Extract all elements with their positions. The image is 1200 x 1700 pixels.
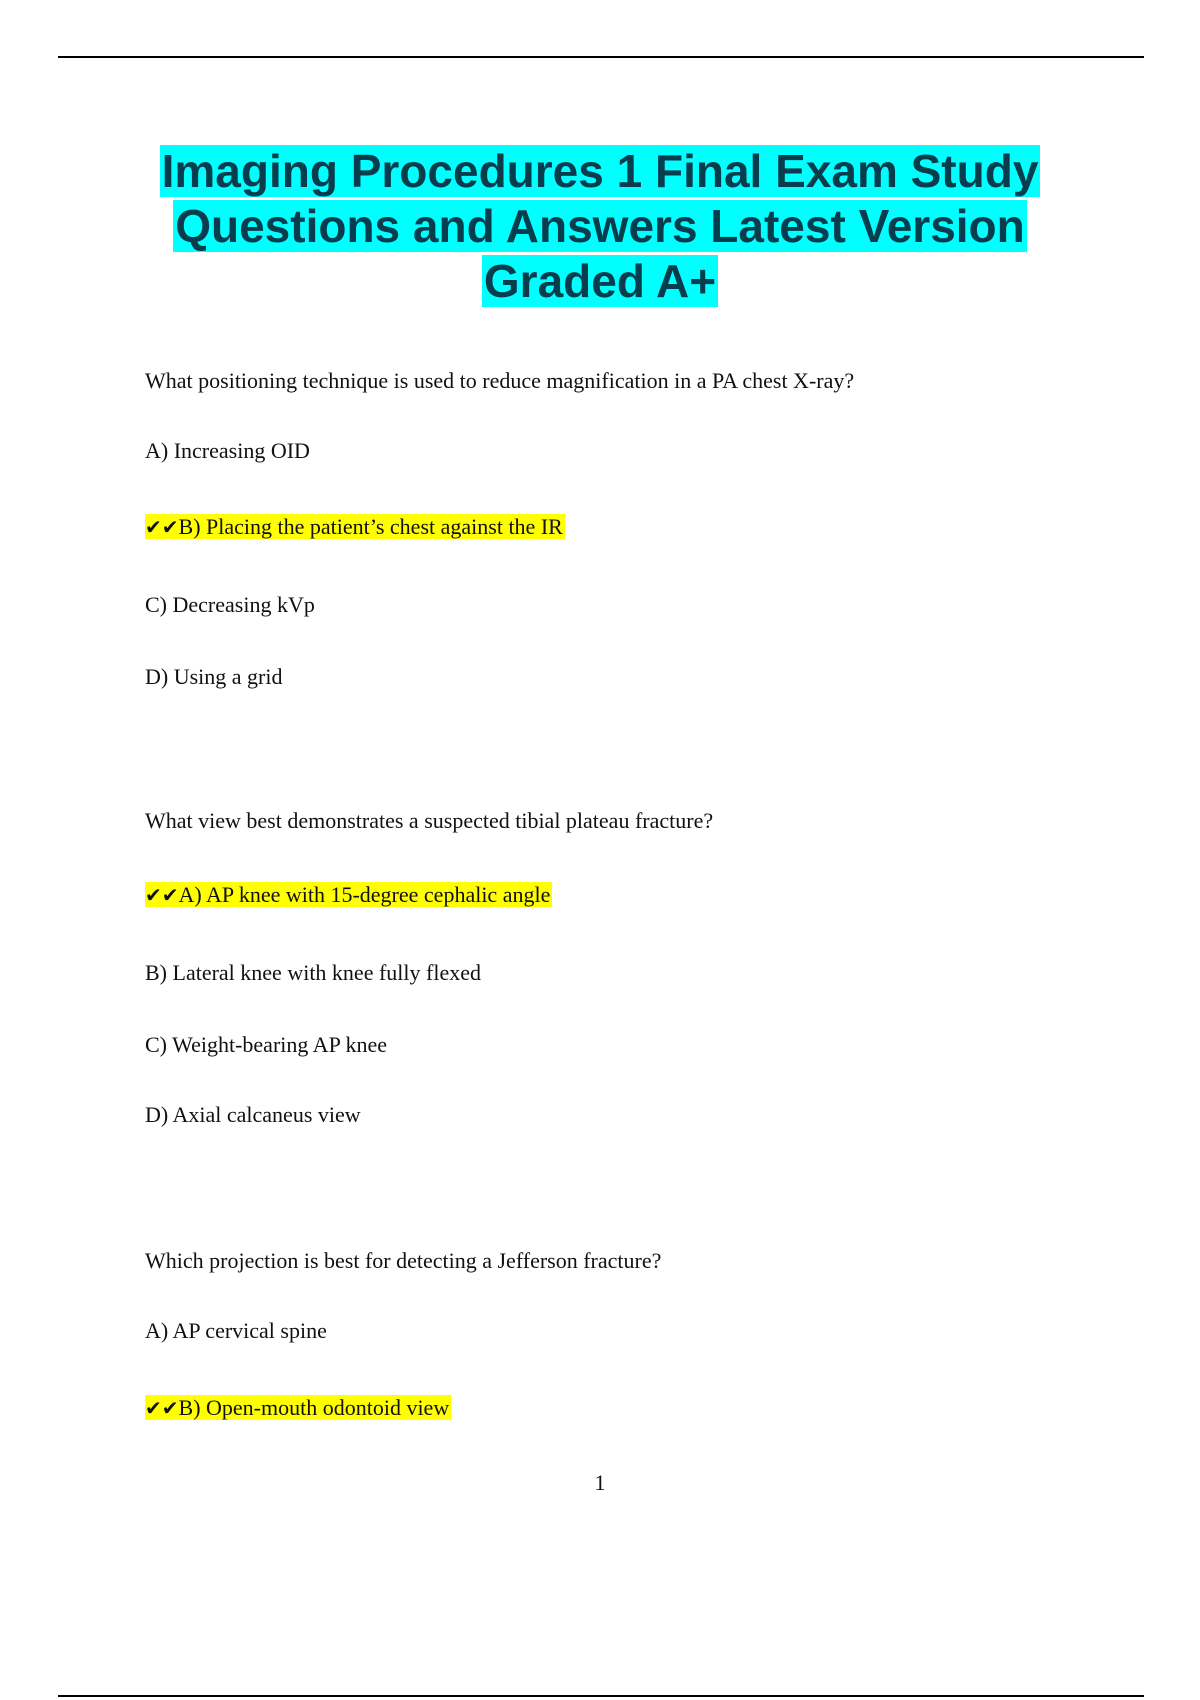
q1-option-b-correct bbox=[145, 512, 565, 542]
page-number: 1 bbox=[594, 1470, 606, 1495]
answer-highlight bbox=[145, 882, 552, 907]
double-check-icon: ✔✔ bbox=[145, 883, 179, 907]
question-3: Which projection is best for detecting a Jefferson fracture? bbox=[145, 1248, 662, 1273]
q3-option-a: A) AP cervical spine bbox=[145, 1318, 327, 1343]
question-2: What view best demonstrates a suspected tibial plateau fracture? bbox=[145, 808, 714, 833]
answer-highlight bbox=[145, 1395, 451, 1420]
double-check-icon: ✔✔ bbox=[145, 515, 179, 539]
document-title bbox=[0, 144, 1200, 309]
q2-option-c: C) Weight-bearing AP knee bbox=[145, 1032, 388, 1057]
q1-option-b-text: B) Placing the patient’s chest against the IR bbox=[178, 514, 563, 539]
q1-option-a: A) Increasing OID bbox=[145, 438, 310, 463]
q2-option-a-correct bbox=[145, 880, 552, 910]
answer-highlight bbox=[145, 514, 565, 539]
title-line-2: Questions and Answers Latest Version bbox=[175, 200, 1025, 252]
q1-option-d: D) Using a grid bbox=[145, 664, 283, 689]
q3-option-b-correct bbox=[145, 1393, 451, 1423]
footer-rule bbox=[58, 1695, 1144, 1697]
title-line-1: Imaging Procedures 1 Final Exam Study bbox=[161, 145, 1039, 197]
q2-option-d: D) Axial calcaneus view bbox=[145, 1102, 361, 1127]
double-check-icon: ✔✔ bbox=[145, 1396, 179, 1420]
q2-option-b: B) Lateral knee with knee fully flexed bbox=[145, 960, 481, 985]
q2-option-a-text: A) AP knee with 15-degree cephalic angle bbox=[178, 882, 551, 907]
question-1: What positioning technique is used to reduce magnification in a PA chest X-ray? bbox=[145, 368, 855, 393]
header-rule bbox=[58, 56, 1144, 58]
title-line-3: Graded A+ bbox=[483, 255, 717, 307]
q3-option-b-text: B) Open-mouth odontoid view bbox=[178, 1395, 450, 1420]
q1-option-c: C) Decreasing kVp bbox=[145, 592, 315, 617]
